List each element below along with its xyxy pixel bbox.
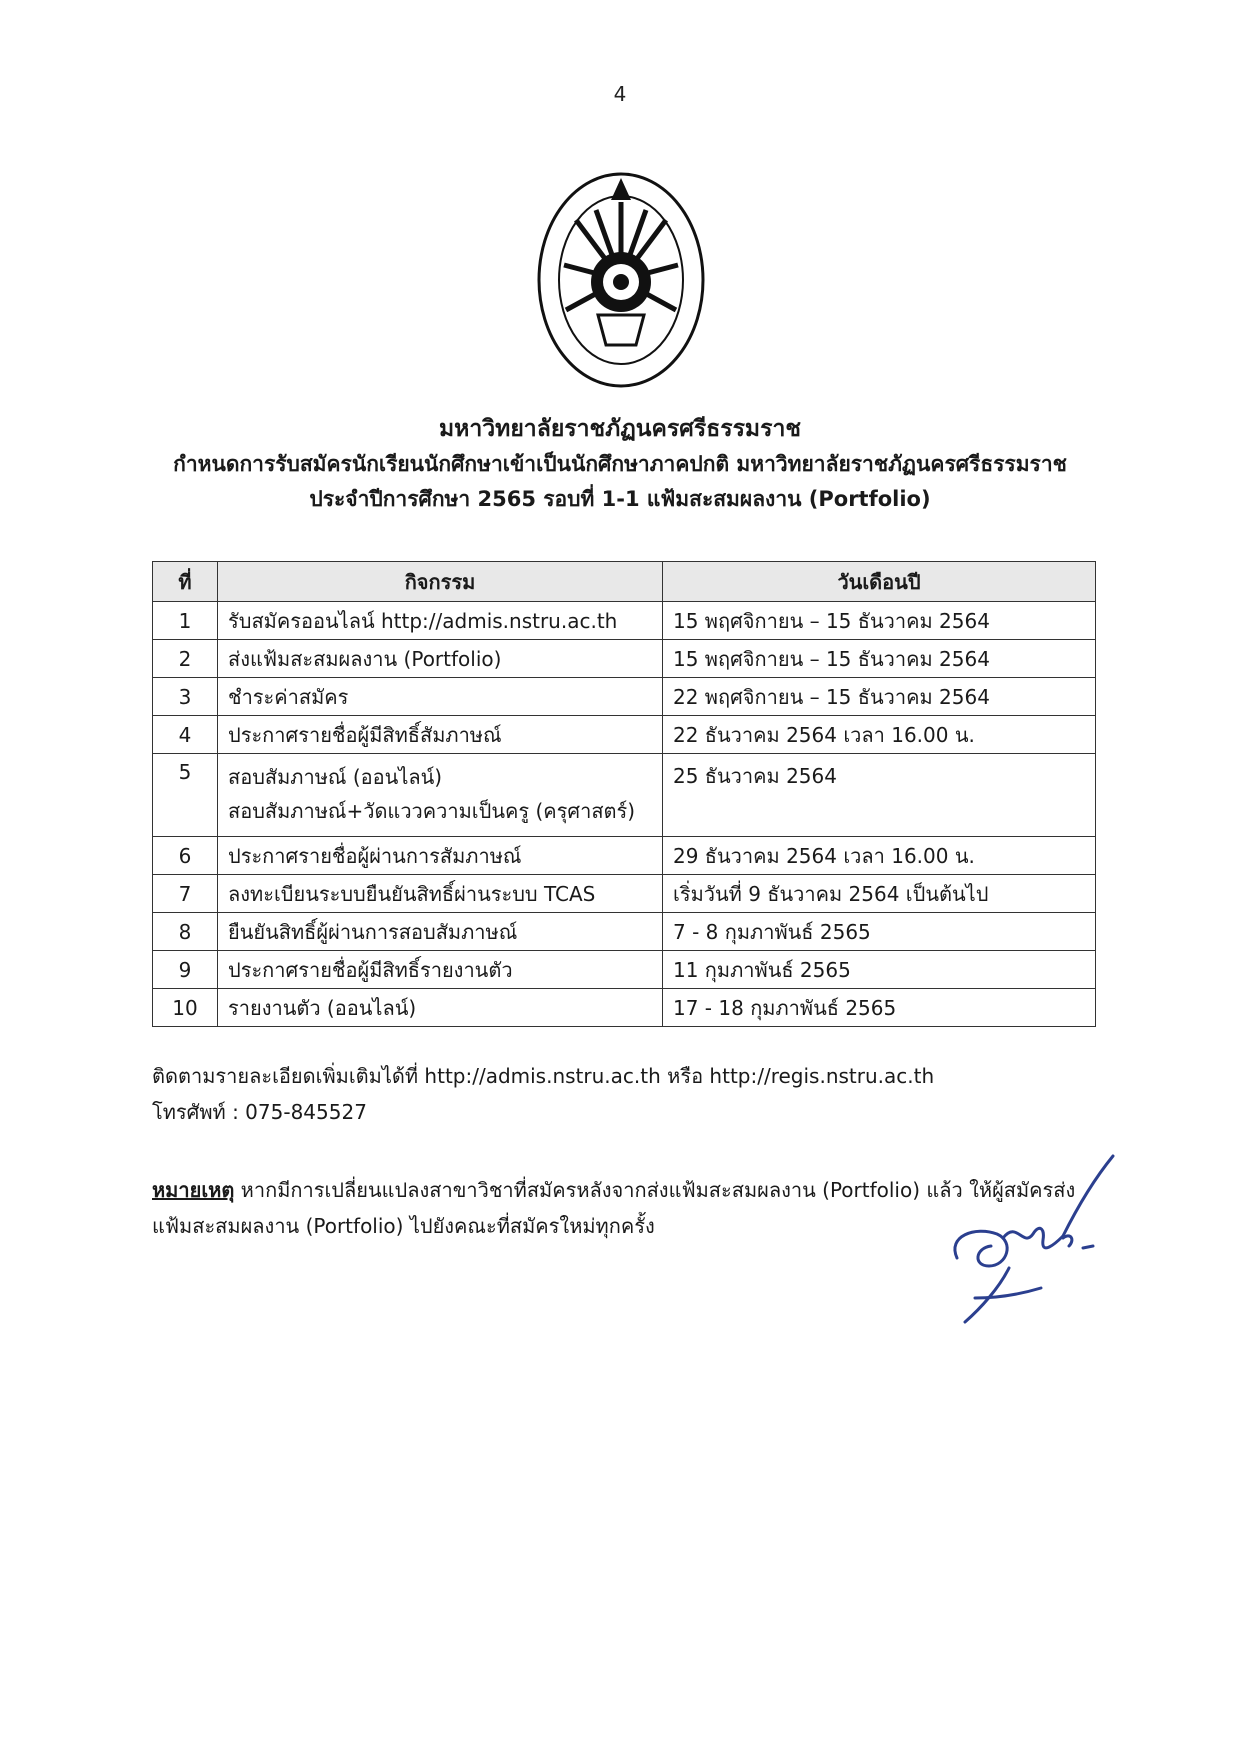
table-row (153, 716, 1096, 754)
table-row (153, 989, 1096, 1027)
row-date: 29 ธันวาคม 2564 เวลา 16.00 น. (663, 837, 1096, 875)
row-activity: รับสมัครออนไลน์ http://admis.nstru.ac.th (218, 602, 663, 640)
row-date: 7 - 8 กุมภาพันธ์ 2565 (663, 913, 1096, 951)
row-no: 4 (153, 716, 218, 754)
remark-text: หากมีการเปลี่ยนแปลงสาขาวิชาที่สมัครหลังจากส่งแฟ้มสะสมผลงาน (Portfolio) แล้ว ให้ผู้สมัครส่งแฟ้มสะสมผลงาน (Portfolio) ไปยังคณะที่สมัครใหม่ทุกครั้ง (152, 1178, 1076, 1238)
table-row (153, 678, 1096, 716)
table-row (153, 913, 1096, 951)
row-activity: รายงานตัว (ออนไลน์) (218, 989, 663, 1027)
row-no: 9 (153, 951, 218, 989)
university-name: มหาวิทยาลัยราชภัฏนครศรีธรรมราช (439, 416, 801, 442)
schedule-table (152, 561, 1096, 1027)
admission-round: ประจำปีการศึกษา 2565 รอบที่ 1-1 แฟ้มสะสมผลงาน (Portfolio) (309, 487, 931, 511)
row-date: 22 พฤศจิกายน – 15 ธันวาคม 2564 (663, 678, 1096, 716)
row-no: 6 (153, 837, 218, 875)
row-activity-line-1: สอบสัมภาษณ์ (ออนไลน์) (228, 765, 443, 789)
table-row (153, 602, 1096, 640)
row-no: 2 (153, 640, 218, 678)
header-activity: กิจกรรม (218, 562, 663, 602)
document-subtitle: กำหนดการรับสมัครนักเรียนนักศึกษาเข้าเป็นนักศึกษาภาคปกติ มหาวิทยาลัยราชภัฏนครศรีธรรมราช (173, 452, 1067, 476)
university-seal-logo (536, 170, 706, 390)
row-activity (218, 754, 663, 837)
table-row (153, 875, 1096, 913)
row-no: 10 (153, 989, 218, 1027)
remark-label: หมายเหตุ (152, 1178, 235, 1202)
handwritten-signature (945, 1148, 1120, 1338)
contact-info (152, 1058, 934, 1130)
row-no: 1 (153, 602, 218, 640)
row-activity: ส่งแฟ้มสะสมผลงาน (Portfolio) (218, 640, 663, 678)
row-date: 15 พฤศจิกายน – 15 ธันวาคม 2564 (663, 640, 1096, 678)
row-date: 11 กุมภาพันธ์ 2565 (663, 951, 1096, 989)
row-date: 15 พฤศจิกายน – 15 ธันวาคม 2564 (663, 602, 1096, 640)
row-no: 5 (153, 754, 218, 837)
row-date: เริ่มวันที่ 9 ธันวาคม 2564 เป็นต้นไป (663, 875, 1096, 913)
table-row (153, 951, 1096, 989)
row-activity: ลงทะเบียนระบบยืนยันสิทธิ์ผ่านระบบ TCAS (218, 875, 663, 913)
row-activity: ประกาศรายชื่อผู้ผ่านการสัมภาษณ์ (218, 837, 663, 875)
row-activity: ยืนยันสิทธิ์ผู้ผ่านการสอบสัมภาษณ์ (218, 913, 663, 951)
row-date: 22 ธันวาคม 2564 เวลา 16.00 น. (663, 716, 1096, 754)
page-number: 4 (613, 82, 627, 106)
row-activity: ประกาศรายชื่อผู้มีสิทธิ์สัมภาษณ์ (218, 716, 663, 754)
row-date: 17 - 18 กุมภาพันธ์ 2565 (663, 989, 1096, 1027)
table-row (153, 837, 1096, 875)
header-date: วันเดือนปี (663, 562, 1096, 602)
row-no: 8 (153, 913, 218, 951)
row-activity: ประกาศรายชื่อผู้มีสิทธิ์รายงานตัว (218, 951, 663, 989)
document-header (0, 412, 1240, 517)
phone-text: โทรศัพท์ : 075-845527 (152, 1100, 367, 1124)
row-no: 7 (153, 875, 218, 913)
table-row (153, 754, 1096, 837)
row-no: 3 (153, 678, 218, 716)
table-header-row (153, 562, 1096, 602)
table-row (153, 640, 1096, 678)
header-no: ที่ (153, 562, 218, 602)
row-activity-line-2: สอบสัมภาษณ์+วัดแววความเป็นครู (ครุศาสตร์) (228, 799, 636, 823)
more-info-text: ติดตามรายละเอียดเพิ่มเติมได้ที่ http://admis.nstru.ac.th หรือ http://regis.nstru.ac.th (152, 1064, 935, 1088)
row-activity: ชำระค่าสมัคร (218, 678, 663, 716)
row-date: 25 ธันวาคม 2564 (663, 754, 1096, 837)
